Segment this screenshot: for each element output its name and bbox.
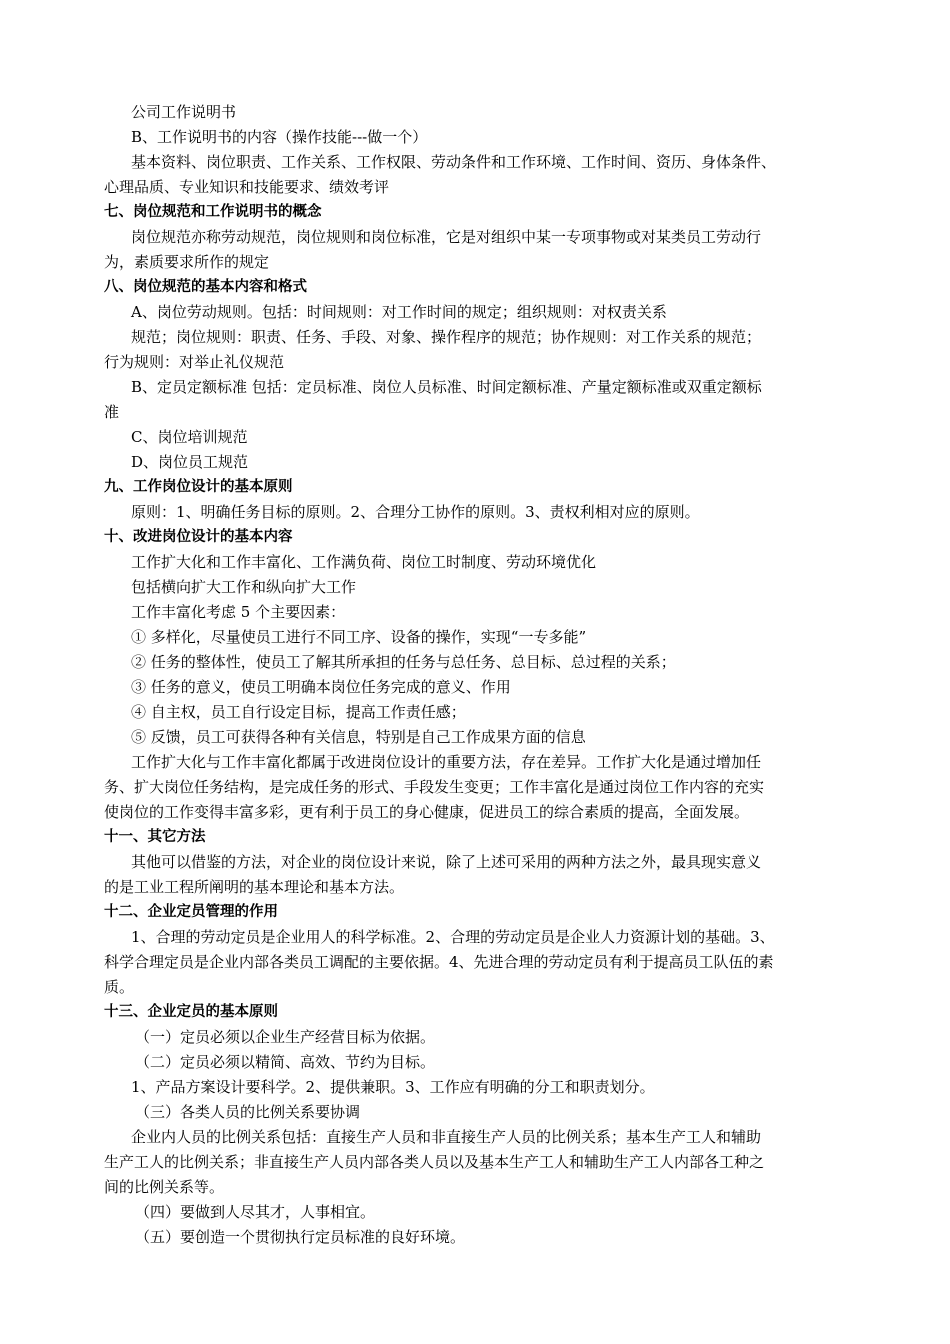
text-line: C、岗位培训规范 <box>131 428 248 446</box>
text-line: 1、合理的劳动定员是企业用人的科学标准。2、合理的劳动定员是企业人力资源计划的基础。3、 <box>131 928 775 946</box>
text-line: 其他可以借鉴的方法，对企业的岗位设计来说，除了上述可采用的两种方法之外，最具现实意义 <box>131 853 762 871</box>
section-heading: 七、岗位规范和工作说明书的概念 <box>104 204 322 220</box>
section-heading: 十二、企业定员管理的作用 <box>104 904 278 920</box>
text-line: ③ 任务的意义，使员工明确本岗位任务完成的意义、作用 <box>131 678 511 696</box>
text-line: 公司工作说明书 <box>131 103 237 121</box>
text-line: D、岗位员工规范 <box>131 453 249 471</box>
text-line: （二）定员必须以精简、高效、节约为目标。 <box>135 1053 436 1071</box>
text-line: 质。 <box>104 978 135 996</box>
text-line: 企业内人员的比例关系包括：直接生产人员和非直接生产人员的比例关系；基本生产工人和辅助 <box>131 1128 762 1146</box>
text-line: 准 <box>104 403 120 421</box>
text-line: 岗位规范亦称劳动规范，岗位规则和岗位标准，它是对组织中某一专项事物或对某类员工劳动行 <box>131 228 762 246</box>
text-line: ④ 自主权，员工自行设定目标，提高工作责任感； <box>131 703 466 721</box>
section-heading: 十三、企业定员的基本原则 <box>104 1004 278 1020</box>
text-line: 原则：1、明确任务目标的原则。2、合理分工协作的原则。3、责权利相对应的原则。 <box>131 503 700 521</box>
text-line: 生产工人的比例关系；非直接生产人员内部各类人员以及基本生产工人和辅助生产工人内部各工种之 <box>104 1153 765 1171</box>
text-line: 使岗位的工作变得丰富多彩，更有利于员工的身心健康，促进员工的综合素质的提高，全面发展。 <box>104 803 750 821</box>
text-line: 1、产品方案设计要科学。2、提供兼职。3、工作应有明确的分工和职责划分。 <box>131 1078 655 1096</box>
text-line: 务、扩大岗位任务结构，是完成任务的形式、手段发生变更；工作丰富化是通过岗位工作内容的充实 <box>104 778 765 796</box>
text-line: 科学合理定员是企业内部各类员工调配的主要依据。4、先进合理的劳动定员有利于提高员工队伍的素 <box>104 953 774 971</box>
text-line: 工作丰富化考虑 5 个主要因素： <box>131 603 346 621</box>
section-heading: 十一、其它方法 <box>104 829 206 845</box>
text-line: （四）要做到人尽其才，人事相宜。 <box>135 1203 376 1221</box>
text-line: 的是工业工程所阐明的基本理论和基本方法。 <box>104 878 405 896</box>
text-line: 为，素质要求所作的规定 <box>104 253 270 271</box>
text-line: 间的比例关系等。 <box>104 1178 225 1196</box>
section-heading: 八、岗位规范的基本内容和格式 <box>104 279 307 295</box>
text-line: 工作扩大化与工作丰富化都属于改进岗位设计的重要方法，存在差异。工作扩大化是通过增加任 <box>131 753 762 771</box>
text-line: ① 多样化，尽量使员工进行不同工序、设备的操作，实现“一专多能” <box>131 628 587 646</box>
text-line: 规范；岗位规则：职责、任务、手段、对象、操作程序的规范；协作规则：对工作关系的规范； <box>131 328 762 346</box>
document-page <box>104 100 864 1250</box>
section-heading: 十、改进岗位设计的基本内容 <box>104 529 293 545</box>
text-line: 心理品质、专业知识和技能要求、绩效考评 <box>104 178 390 196</box>
text-line: ② 任务的整体性，使员工了解其所承担的任务与总任务、总目标、总过程的关系； <box>131 653 676 671</box>
text-line: A、岗位劳动规则。包括：时间规则：对工作时间的规定；组织规则：对权责关系 <box>131 303 667 321</box>
text-line: （五）要创造一个贯彻执行定员标准的良好环境。 <box>135 1228 466 1246</box>
text-line: 包括横向扩大工作和纵向扩大工作 <box>131 578 357 596</box>
text-line: 基本资料、岗位职责、工作关系、工作权限、劳动条件和工作环境、工作时间、资历、身体条件、 <box>131 153 777 171</box>
text-line: 工作扩大化和工作丰富化、工作满负荷、岗位工时制度、劳动环境优化 <box>131 553 597 571</box>
section-heading: 九、工作岗位设计的基本原则 <box>104 479 293 495</box>
text-line: B、工作说明书的内容（操作技能---做一个） <box>131 128 428 146</box>
text-line: 行为规则：对举止礼仪规范 <box>104 353 285 371</box>
text-line: （三）各类人员的比例关系要协调 <box>135 1103 361 1121</box>
text-line: （一）定员必须以企业生产经营目标为依据。 <box>135 1028 436 1046</box>
text-line: B、定员定额标准 包括：定员标准、岗位人员标准、时间定额标准、产量定额标准或双重定额标 <box>131 378 762 396</box>
text-line: ⑤ 反馈，员工可获得各种有关信息，特别是自己工作成果方面的信息 <box>131 728 586 746</box>
